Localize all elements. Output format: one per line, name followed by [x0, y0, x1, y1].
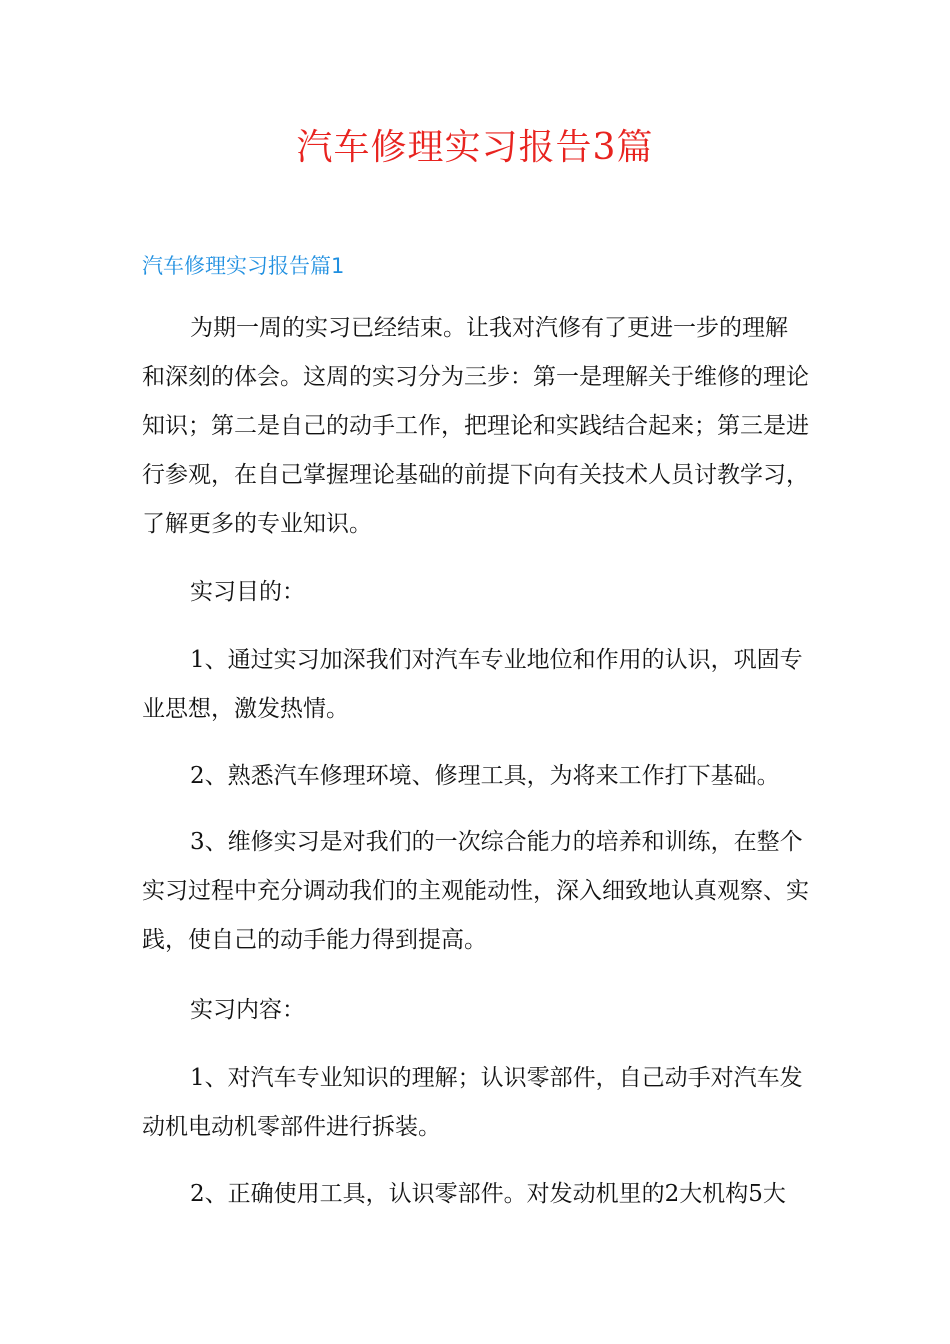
section-heading: 汽车修理实习报告篇1	[142, 254, 345, 278]
purpose-item-3: 3、维修实习是对我们的一次综合能力的培养和训练，在整个实习过程中充分调动我们的主观能动性，深入细致地认真观察、实践，使自己的动手能力得到提高。	[142, 829, 809, 953]
intro-paragraph: 为期一周的实习已经结束。让我对汽修有了更进一步的理解和深刻的体会。这周的实习分为三步：第一是理解关于维修的理论知识；第二是自己的动手工作，把理论和实践结合起来；第三是进行参观，在自己掌握理论基础的前提下向有关技术人员讨教学习，了解更多的专业知识。	[142, 315, 809, 537]
content-item-1: 1、对汽车专业知识的理解；认识零部件，自己动手对汽车发动机电动机零部件进行拆装。	[142, 1065, 803, 1140]
document-title: 汽车修理实习报告3篇	[296, 127, 654, 168]
content-heading: 实习内容：	[190, 997, 305, 1023]
purpose-heading: 实习目的：	[190, 579, 305, 605]
purpose-item-1: 1、通过实习加深我们对汽车专业地位和作用的认识，巩固专业思想，激发热情。	[142, 647, 803, 722]
content-item-2: 2、正确使用工具，认识零部件。对发动机里的2大机构5大	[190, 1181, 786, 1207]
purpose-item-2: 2、熟悉汽车修理环境、修理工具，为将来工作打下基础。	[190, 763, 780, 789]
